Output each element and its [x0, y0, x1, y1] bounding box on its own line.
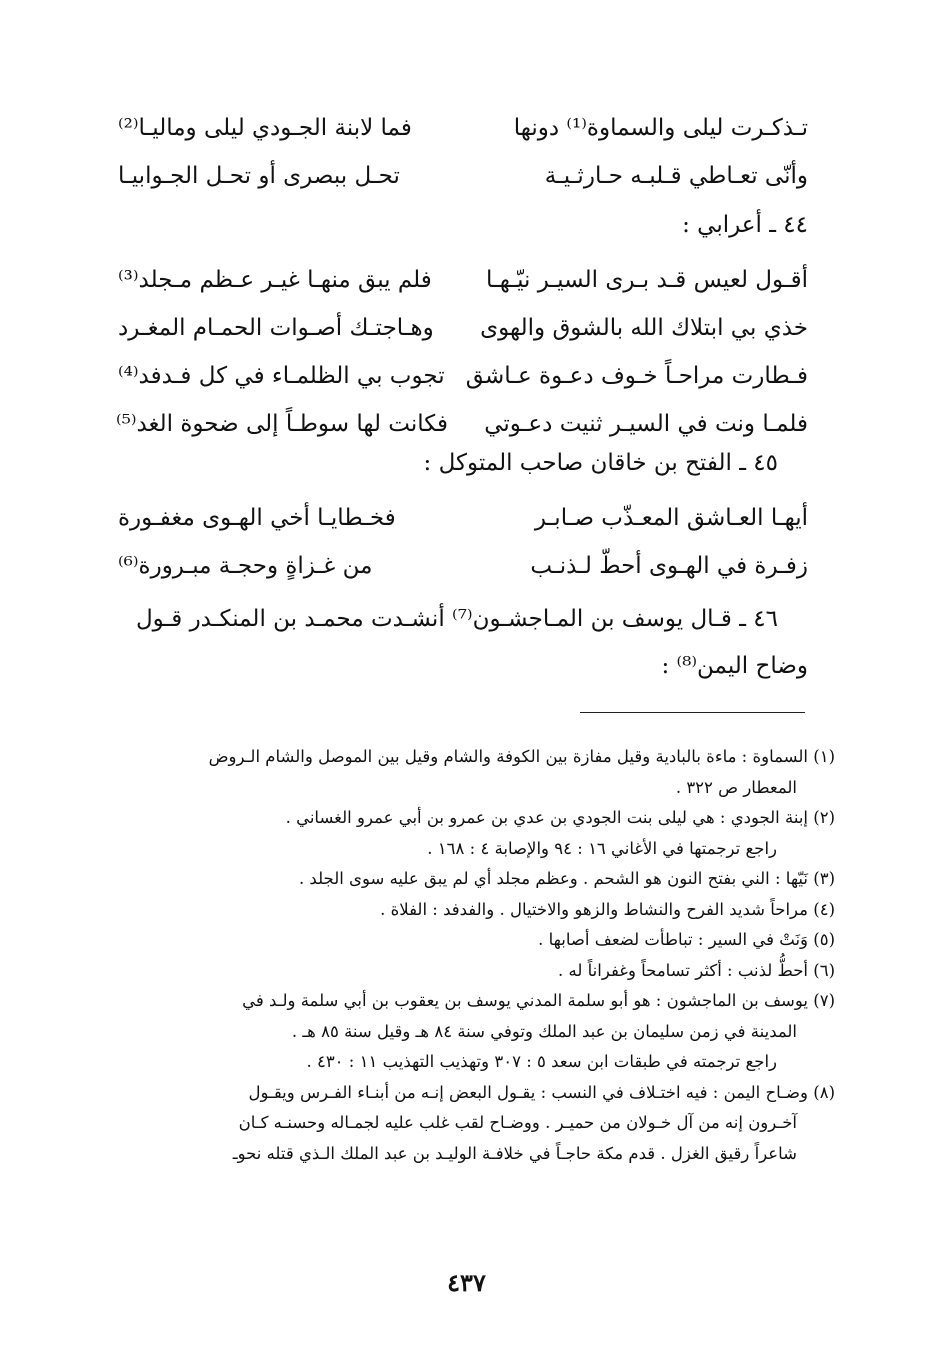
first-hemistich: تـذكـرت ليلى والسماوة⁽¹⁾ دونها — [513, 115, 808, 141]
second-hemistich: فلم يبق منهـا غيـر عـظم مـجلد⁽³⁾ — [118, 267, 432, 293]
footnote-continuation: راجع ترجمتها في الأغاني ١٦ : ٩٤ والإصابة ٤ : ١٦٨ . — [427, 838, 777, 858]
second-hemistich: تجوب بي الظلمـاء في كل فـدفد⁽⁴⁾ — [118, 363, 445, 389]
page-number: ٤٣٧ — [447, 1268, 486, 1297]
poem-2 — [115, 256, 808, 448]
second-hemistich: فما لابنة الجـودي ليلى وماليـا⁽²⁾ — [118, 115, 412, 141]
section-heading-44: ٤٤ ـ أعرابي : — [682, 212, 808, 238]
verse-line — [118, 542, 808, 590]
first-hemistich: فلمـا ونت في السيـر ثنيت دعـوتي — [484, 411, 808, 437]
paragraph-line: ٤٦ ـ قـال يوسف بن المـاجشـون⁽⁷⁾ أنشـدت محمـد بن المنكـدر قـول — [135, 606, 778, 632]
footnote-separator — [580, 712, 805, 713]
paragraph-line: وضاح اليمن⁽⁸⁾ : — [661, 653, 808, 679]
footnote: (٢) إبنة الجودي : هي ليلى بنت الجودي بن عدي بن عمرو بن أبي عمرو الغساني . — [285, 808, 835, 827]
first-hemistich: أقـول لعيس قـد بـرى السيـر نيّـهـا — [486, 267, 808, 293]
footnote-continuation: المدينة في زمن سليمان بن عبد الملك وتوفي سنة ٨٤ هـ وقيل سنة ٨٥ هـ . — [291, 1021, 797, 1041]
second-hemistich: تحـل ببصرى أو تحـل الجـوابيـا — [118, 163, 400, 189]
footnotes — [113, 742, 835, 1169]
verse-line — [118, 152, 808, 200]
footnote: (١) السماوة : ماءة بالبادية وقيل مفازة بين الكوفة والشام وقيل بين الموصل والشام الـروض — [208, 747, 835, 766]
footnote: (٣) نَيّها : الني بفتح النون هو الشحم . وعظم مجلد أي لم يبق عليه سوى الجلد . — [298, 869, 835, 888]
footnote: (٨) وضـاح اليمن : فيه اختـلاف في النسب : يقـول البعض إنـه من أبنـاء الفـرس ويقـول — [248, 1082, 835, 1102]
footnote: (٦) أحطُّ لذنب : أكثر تسامحاً وغفراناً له . — [558, 960, 835, 980]
first-hemistich: زفـرة في الهـوى أحطّ لـذنـب — [530, 553, 808, 579]
paragraph-46 — [118, 596, 808, 690]
verse-line — [115, 400, 808, 448]
footnote-continuation: راجع ترجمته في طبقات ابن سعد ٥ : ٣٠٧ وتهذيب التهذيب ١١ : ٤٣٠ . — [306, 1052, 777, 1071]
footnote-continuation: شاعراً رقيق الغزل . قدم مكة حاجـاً في خلافـة الوليـد بن عبد الملك الـذي قتله نحوـ — [232, 1143, 797, 1163]
section-heading-45: ٤٥ ـ الفتح بن خاقان صاحب المتوكل : — [423, 450, 778, 476]
verse-line — [118, 352, 808, 400]
second-hemistich: فخـطايـا أخي الهـوى مغفـورة — [118, 505, 396, 531]
verse-line — [118, 104, 808, 152]
second-hemistich: وهـاجتـك أصـوات الحمـام المغـرد — [118, 315, 434, 341]
footnote-continuation: المعطار ص ٣٢٢ . — [675, 777, 797, 797]
verse-line — [118, 256, 808, 304]
footnote: (٥) وَنَتْ في السير : تباطأت لضعف أصابها . — [538, 930, 835, 949]
footnote-continuation: آخـرون إنه من آل خـولان من حميـر . ووضـاح لقب غلب عليه لجمـاله وحسنـه كـان — [238, 1113, 797, 1132]
verse-line — [118, 494, 808, 542]
first-hemistich: وأنّى تعـاطي قـلبـه حـارثـيـة — [544, 163, 808, 189]
first-hemistich: فـطارت مراحـاً خـوف دعـوة عـاشق — [465, 363, 808, 389]
first-hemistich: خذي بي ابتلاك الله بالشوق والهوى — [480, 315, 808, 341]
second-hemistich: فكانت لها سوطـاً إلى ضحوة الغد⁽⁵⁾ — [115, 411, 448, 437]
footnote: (٧) يوسف بن الماجشون : هو أبو سلمة المدني يوسف بن يعقوب بن أبي سلمة ولـد في — [242, 991, 835, 1010]
footnote: (٤) مراحاً شديد الفرح والنشاط والزهو والاختيال . والفدفد : الفلاة . — [380, 899, 835, 919]
poem-1 — [118, 104, 808, 200]
first-hemistich: أيهـا العـاشق المعـذّب صـابـر — [534, 505, 808, 531]
verse-line — [118, 304, 808, 352]
poem-3 — [118, 494, 808, 590]
second-hemistich: من غـزاةٍ وحجـة مبـرورة⁽⁶⁾ — [118, 553, 373, 579]
